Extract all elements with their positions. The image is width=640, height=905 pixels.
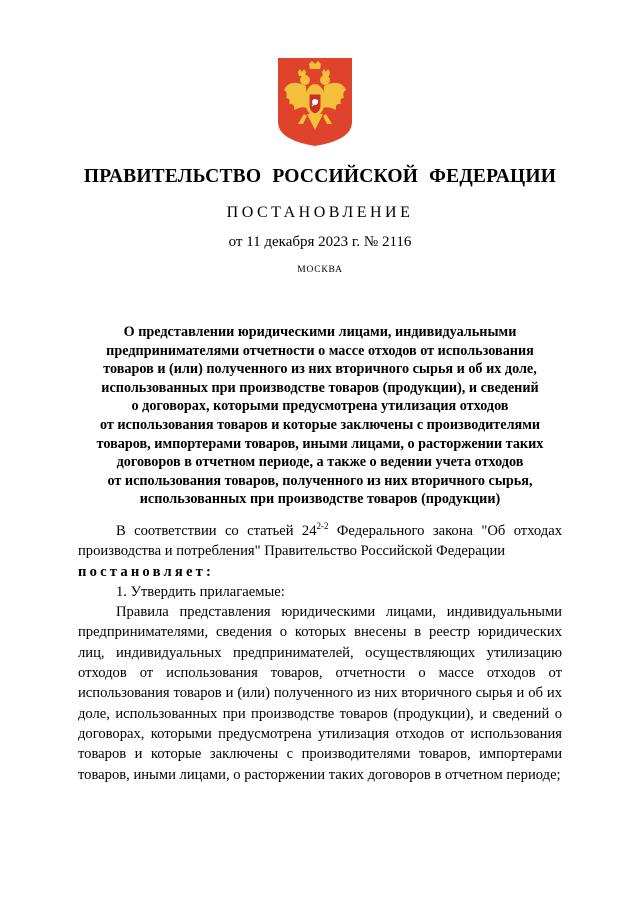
title-line: о договорах, которыми предусмотрена утилизация отходов <box>131 398 509 415</box>
clause-1: 1. Утвердить прилагаемые: <box>116 583 285 600</box>
rules-paragraph: Правила представления юридическими лицами, индивидуальными предпринимателями, сведения о которых внесены в реестр юридических лиц, индивидуальных предпринимателей, осуществляющих утилизацию отходов от использования товаров, отчетности о массе отходов от использования товаров и (или) полученного из них вторичного сырья и об их доле, использованных при производстве товаров (продукции), и сведений о договорах, которыми предусмотрена утилизация отходов от использования товаров и которые заключены с производителями товаров, импортерами товаров, иными лицами, о расторжении таких договоров в отчетном периоде; <box>78 604 562 783</box>
title-line: от использования товаров, полученного из них вторичного сырья, <box>107 472 533 489</box>
title-line: договоров в отчетном периоде, а также о ведении учета отходов <box>116 454 524 471</box>
document-date: от 11 декабря 2023 г. № 2116 <box>228 234 412 250</box>
title-line: использованных при производстве товаров (продукции) <box>139 491 501 508</box>
preamble-text: В соответствии со статьей 24 <box>116 523 317 539</box>
document-body <box>78 521 562 785</box>
document-type: ПОСТАНОВЛЕНИЕ <box>226 204 414 221</box>
title-line: использованных при производстве товаров (продукции), и сведений <box>101 379 539 396</box>
title-line: предпринимателями отчетности о массе отходов от использования <box>106 342 534 359</box>
government-name: ПРАВИТЕЛЬСТВО РОССИЙСКОЙ ФЕДЕРАЦИИ <box>83 166 557 187</box>
document-city: МОСКВА <box>297 265 343 275</box>
document-title <box>70 323 570 509</box>
russian-coat-of-arms-icon <box>276 56 354 148</box>
title-line: товаров, импортерами товаров, иными лицами, о расторжении таких <box>96 435 544 452</box>
title-line: от использования товаров и которые заключены с производителями <box>99 416 541 433</box>
resolves-word: постановляет: <box>78 563 215 580</box>
title-line: товаров и (или) полученного из них вторичного сырья и об их доле, <box>103 361 537 378</box>
article-superscript: 2-2 <box>316 521 329 531</box>
preamble-text-end: Федерального закона "Об отходах производства и потребления" Правительство Российской Федерации <box>78 523 562 560</box>
preamble-paragraph <box>78 521 562 582</box>
title-line: О представлении юридическими лицами, индивидуальными <box>123 324 517 340</box>
